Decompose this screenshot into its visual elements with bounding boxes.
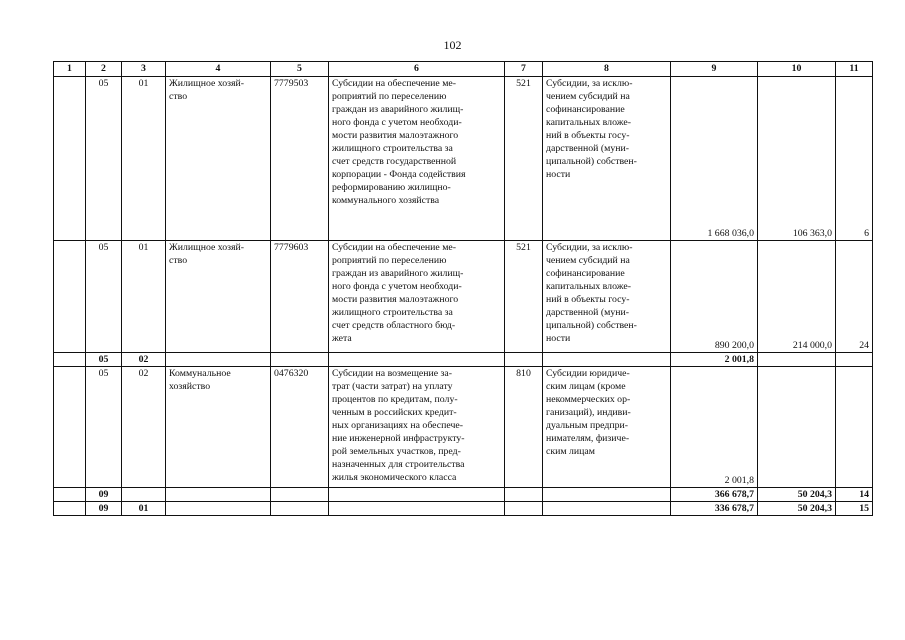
article-description [329,488,505,502]
header-row [54,62,873,77]
value-col-11: 6 [836,77,873,241]
header-col-4: 4 [166,62,271,77]
article-description: Субсидии на обеспечение ме- роприятий по переселению граждан из аварийного жилищ- ного фонда с учетом необходи- мости развития малоэтажного жилищного строительства за счет средств областного бюд- жета [329,241,505,353]
section-name [166,502,271,516]
subtotal-row [54,502,873,516]
article-description: Субсидии на обеспечение ме- роприятий по переселению граждан из аварийного жилищ- ного фонда с учетом необходи- мости развития малоэтажного жилищного строительства за счет средств государственной корпорации - Фонда содействия реформированию жилищно- коммунального хозяйства [329,77,505,241]
header-col-2: 2 [86,62,122,77]
cell-col-1 [54,353,86,367]
target-article-code [271,353,329,367]
table-row [54,367,873,488]
header-col-9: 9 [671,62,758,77]
expense-type-code: 521 [505,77,543,241]
amount-col-10: 106 363,0 [758,77,836,241]
subsection-code [122,488,166,502]
value-col-11: 24 [836,241,873,353]
amount-col-9: 366 678,7 [671,488,758,502]
header-col-11: 11 [836,62,873,77]
cell-col-1 [54,502,86,516]
amount-col-9: 2 001,8 [671,353,758,367]
table-row [54,77,873,241]
header-col-7: 7 [505,62,543,77]
expense-type-description: Субсидии, за исклю- чением субсидий на софинансирование капитальных вложе- ний в объекты госу- дарственной (муни- ципальной) собствен- ности [543,77,671,241]
value-col-11 [836,353,873,367]
expense-type-code [505,502,543,516]
amount-col-9: 2 001,8 [671,367,758,488]
section-code: 09 [86,488,122,502]
amount-col-10: 50 204,3 [758,488,836,502]
expense-type-description [543,502,671,516]
article-description [329,353,505,367]
article-description [329,502,505,516]
subsection-code: 02 [122,367,166,488]
subsection-code: 01 [122,502,166,516]
expense-type-description [543,353,671,367]
section-name: Жилищное хозяй- ство [166,77,271,241]
section-code: 05 [86,367,122,488]
section-code: 09 [86,502,122,516]
cell-col-1 [54,367,86,488]
subtotal-row [54,488,873,502]
amount-col-9: 336 678,7 [671,502,758,516]
amount-col-10: 50 204,3 [758,502,836,516]
article-description: Субсидии на возмещение за- трат (части затрат) на уплату процентов по кредитам, полу- ченным в российских кредит- ных организациях на обеспече- ние инженерной инфраструкту- рой земельных участков, пред- назначенных для строительства жилья экономического класса [329,367,505,488]
cell-col-1 [54,241,86,353]
header-col-3: 3 [122,62,166,77]
page-number: 102 [443,38,462,52]
section-name [166,353,271,367]
expense-type-code: 810 [505,367,543,488]
header-col-10: 10 [758,62,836,77]
section-code: 05 [86,77,122,241]
header-col-1: 1 [54,62,86,77]
amount-col-9: 1 668 036,0 [671,77,758,241]
target-article-code: 7779503 [271,77,329,241]
section-code: 05 [86,241,122,353]
value-col-11 [836,367,873,488]
expense-type-description [543,488,671,502]
cell-col-1 [54,77,86,241]
section-name [166,488,271,502]
target-article-code: 7779603 [271,241,329,353]
cell-col-1 [54,488,86,502]
table-row [54,241,873,353]
amount-col-10 [758,353,836,367]
section-name: Жилищное хозяй- ство [166,241,271,353]
expense-type-code: 521 [505,241,543,353]
expense-type-code [505,488,543,502]
amount-col-10 [758,367,836,488]
amount-col-10: 214 000,0 [758,241,836,353]
section-code: 05 [86,353,122,367]
section-name: Коммунальное хозяйство [166,367,271,488]
subsection-code: 02 [122,353,166,367]
subsection-code: 01 [122,241,166,353]
expense-type-description: Субсидии, за исклю- чением субсидий на софинансирование капитальных вложе- ний в объекты госу- дарственной (муни- ципальной) собствен- ности [543,241,671,353]
value-col-11: 14 [836,488,873,502]
target-article-code [271,488,329,502]
target-article-code: 0476320 [271,367,329,488]
amount-col-9: 890 200,0 [671,241,758,353]
value-col-11: 15 [836,502,873,516]
subsection-code: 01 [122,77,166,241]
target-article-code [271,502,329,516]
header-col-6: 6 [329,62,505,77]
expense-type-code [505,353,543,367]
expense-type-description: Субсидии юридиче- ским лицам (кроме некоммерческих ор- ганизаций), индиви- дуальным предпри- нимателям, физиче- ским лицам [543,367,671,488]
header-col-8: 8 [543,62,671,77]
header-col-5: 5 [271,62,329,77]
subtotal-row [54,353,873,367]
budget-table [53,61,873,516]
